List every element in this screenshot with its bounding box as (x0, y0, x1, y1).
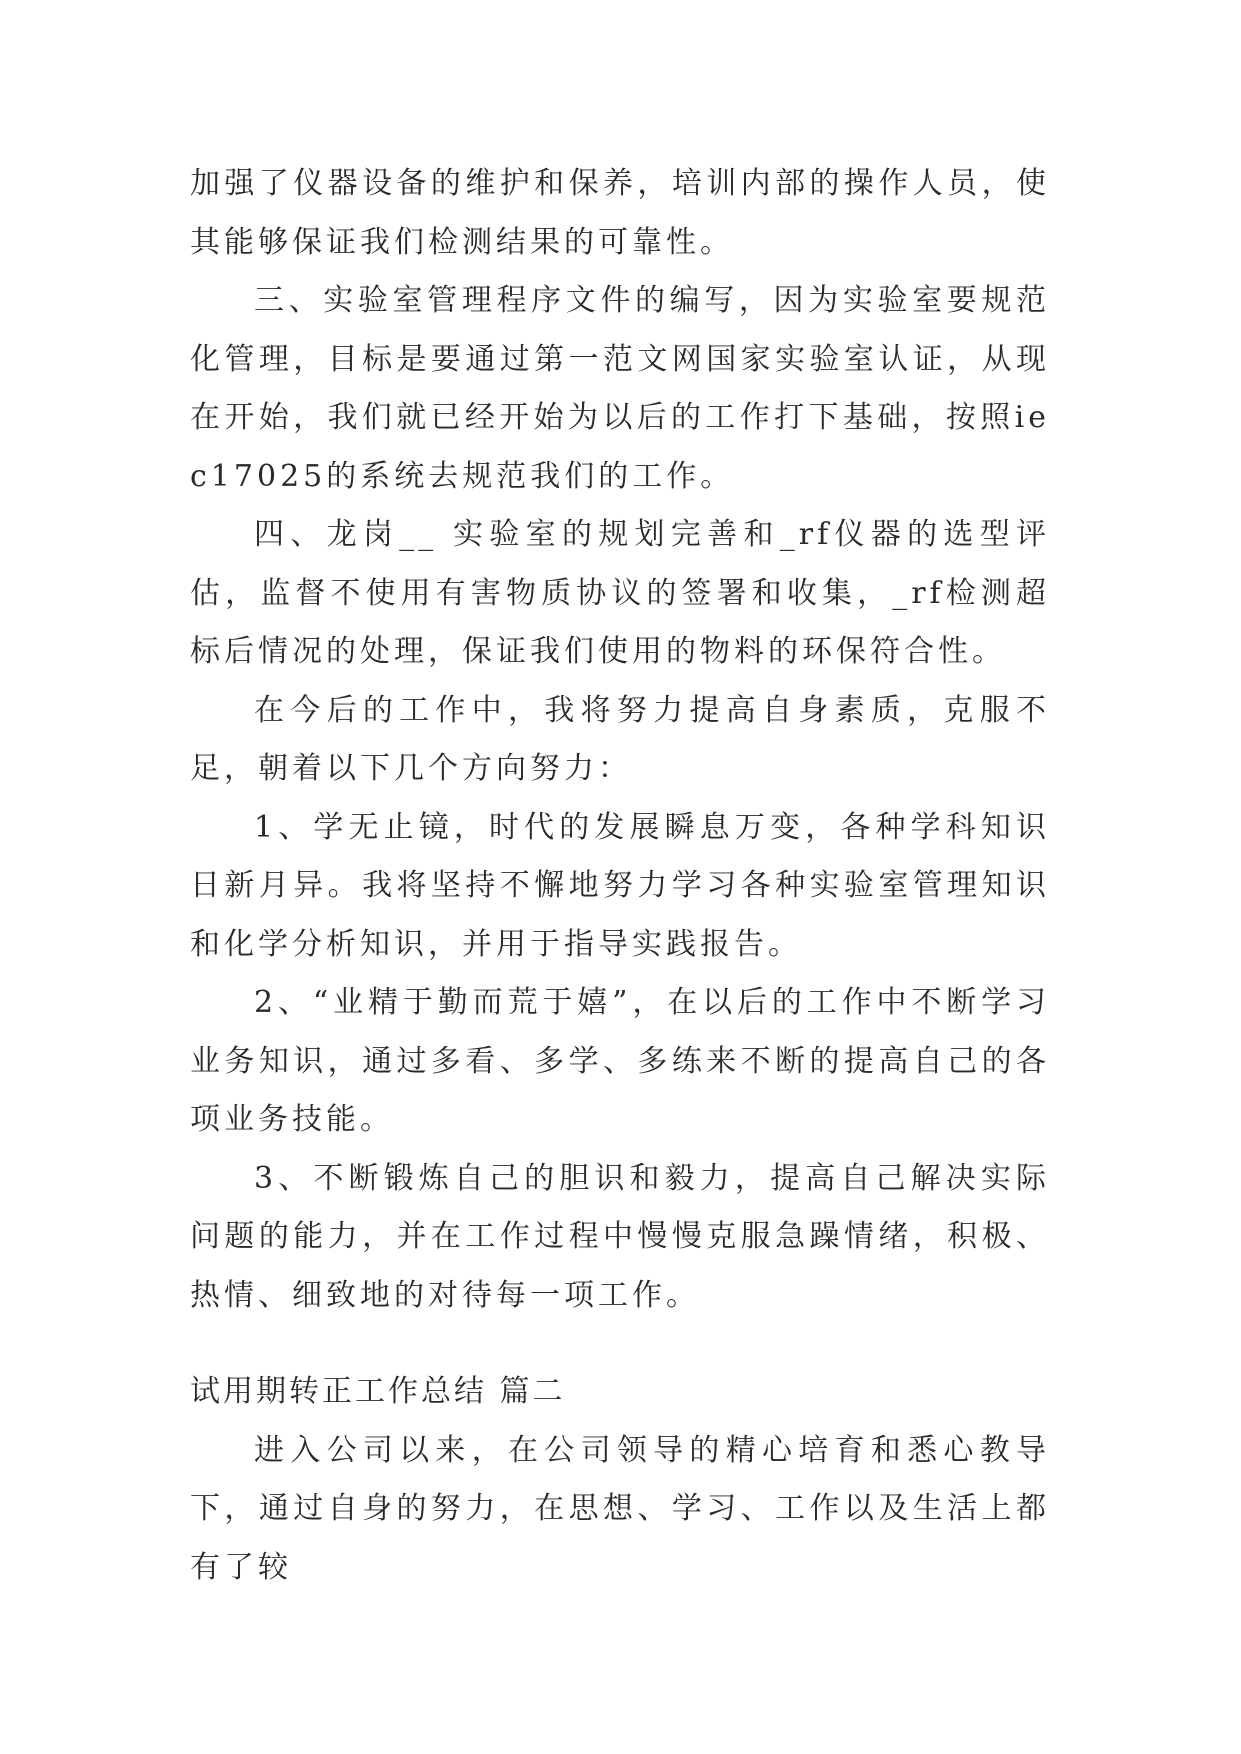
document-body (190, 155, 1050, 1597)
paragraph-goal-2: 2、“业精于勤而荒于嬉”，在以后的工作中不断学习业务知识，通过多看、多学、多练来不断的提高自己的各项业务技能。 (190, 985, 1050, 1137)
paragraph-section-2-intro: 进入公司以来，在公司领导的精心培育和悉心教导下，通过自身的努力，在思想、学习、工作以及生活上都有了较 (190, 1432, 1050, 1585)
paragraph-item-3: 三、实验室管理程序文件的编写，因为实验室要规范化管理，目标是要通过第一范文网国家实验室认证，从现在开始，我们就已经开始为以后的工作打下基础，按照iec17025的系统去规范我们的工作。 (190, 283, 1050, 494)
paragraph-future-work: 在今后的工作中，我将努力提高自身素质，克服不足，朝着以下几个方向努力： (190, 692, 1050, 786)
paragraph-continuation: 加强了仪器设备的维护和保养，培训内部的操作人员，使其能够保证我们检测结果的可靠性。 (190, 166, 1050, 260)
paragraph-goal-3: 3、不断锻炼自己的胆识和毅力，提高自己解决实际问题的能力，并在工作过程中慢慢克服急躁情绪，积极、热情、细致地的对待每一项工作。 (190, 1160, 1050, 1313)
paragraph-item-4: 四、龙岗__ 实验室的规划完善和_rf仪器的选型评估，监督不使用有害物质协议的签署和收集，_rf检测超标后情况的处理，保证我们使用的物料的环保符合性。 (190, 517, 1050, 669)
section-title: 试用期转正工作总结 篇二 (190, 1374, 566, 1409)
paragraph-goal-1: 1、学无止镜，时代的发展瞬息万变，各种学科知识日新月异。我将坚持不懈地努力学习各种实验室管理知识和化学分析知识，并用于指导实践报告。 (190, 809, 1050, 962)
